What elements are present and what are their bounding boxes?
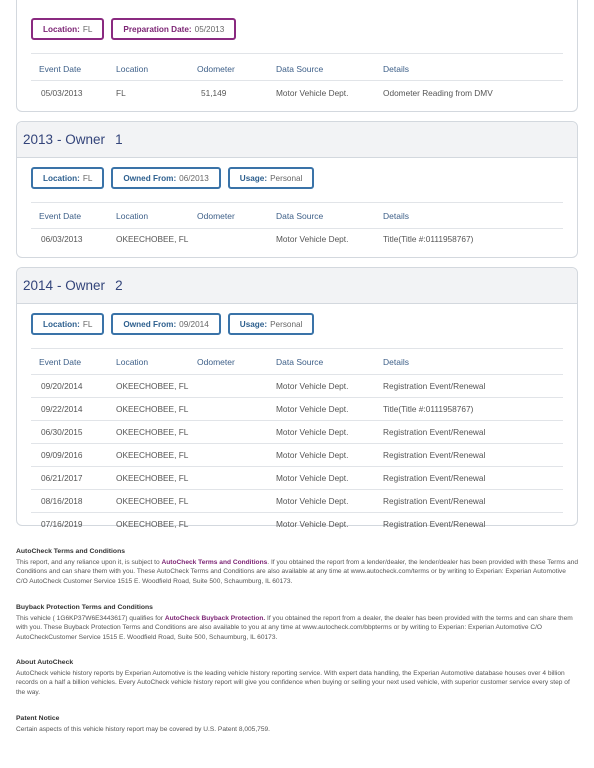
owner-card-header [17,122,577,158]
location-pill [31,313,104,335]
table-row [17,467,577,489]
event-location: OKEECHOBEE, FL [116,427,189,437]
terms-link[interactable]: AutoCheck Terms and Conditions [161,558,268,566]
event-date: 09/09/2016 [41,450,83,460]
col-location: Location [116,357,149,367]
table-row [17,444,577,466]
event-location: OKEECHOBEE, FL [116,234,189,244]
pill-label: Location: [43,24,80,34]
col-details: Details [383,64,409,74]
event-details: Title(Title #:0111958767) [383,404,474,414]
patent-section [16,714,578,734]
event-data-source: Motor Vehicle Dept. [276,496,349,506]
pill-value: FL [82,24,93,34]
col-odometer: Odometer [197,357,235,367]
event-data-source: Motor Vehicle Dept. [276,473,349,483]
pill-label: Location: [43,319,80,329]
event-details: Registration Event/Renewal [383,450,486,460]
event-location: OKEECHOBEE, FL [116,519,189,529]
pill-label: Owned From: [123,319,177,329]
usage-pill [228,167,315,189]
event-data-source: Motor Vehicle Dept. [276,404,349,414]
col-event-date: Event Date [39,64,82,74]
col-details: Details [383,211,409,221]
col-location: Location [116,211,149,221]
buyback-text-post: If you obtained the report from a dealer, the dealer has been provided with the terms and can share them with you. These Buyback Protection Terms and Conditions are also available to you at any time at www.autocheck.com/bbpterms or by writing to Experian: Experian Automotive C/O AutoCheckCustomer Service 1515 E. Woodfield Road, Suite 500, Schaumburg, IL 60173. [16,614,573,641]
owner-label: - Owner [57,278,106,293]
buyback-text-pre: This vehicle ( 1G6KP37W6E3443617) qualifies for [16,614,165,622]
pill-label: Preparation Date: [123,24,192,34]
table-row [17,490,577,512]
owner-number: 2 [115,278,123,293]
event-date: 09/20/2014 [41,381,83,391]
event-details: Odometer Reading from DMV [383,88,493,98]
owner-year: 2013 [23,132,54,147]
table-header [17,205,577,227]
patent-text: Certain aspects of this vehicle history report may be covered by U.S. Patent 8,005,759. [16,725,270,733]
col-data-source: Data Source [276,64,324,74]
location-pill [31,18,104,40]
event-details: Registration Event/Renewal [383,473,486,483]
preparation-date-pill [111,18,236,40]
table-row [17,421,577,443]
event-date: 07/16/2019 [41,519,83,529]
owned-from-pill [111,313,220,335]
event-data-source: Motor Vehicle Dept. [276,234,349,244]
col-location: Location [116,64,149,74]
pill-value: Personal [270,319,303,329]
event-location: OKEECHOBEE, FL [116,450,189,460]
buyback-title: Buyback Protection Terms and Conditions [16,604,153,611]
owner-label: - Owner [57,132,106,147]
event-location: OKEECHOBEE, FL [116,473,189,483]
event-location: FL [116,88,126,98]
event-date: 06/03/2013 [41,234,83,244]
event-data-source: Motor Vehicle Dept. [276,450,349,460]
owner-number: 1 [115,132,123,147]
about-text: AutoCheck vehicle history reports by Experian Automotive is the leading vehicle history reporting service. With expert data handling, the Experian Automotive database houses over 4 billion records on a half a billion vehicles. Every AutoCheck vehicle history report will give you confidence when buying or selling your next used vehicle, with superior customer service every step of the way. [16,669,570,696]
owned-from-pill [111,167,220,189]
owner-card-2 [16,267,578,529]
pill-label: Usage: [239,319,268,329]
col-event-date: Event Date [39,211,82,221]
event-details: Registration Event/Renewal [383,496,486,506]
table-header [17,58,577,80]
col-odometer: Odometer [197,211,235,221]
event-date: 08/16/2018 [41,496,83,506]
table-row [17,398,577,420]
event-details: Registration Event/Renewal [383,519,486,529]
col-data-source: Data Source [276,357,324,367]
event-location: OKEECHOBEE, FL [116,404,189,414]
terms-text-post: . If you obtained the report from a lender/dealer, the lender/dealer has been provided with these Terms and Conditions and can share them with you. These AutoCheck Terms and Conditions are also available at any time at www.autocheck.com/terms or by writing to Experian: Experian Automotive C/O AutoCheck Customer Service 1515 E. Woodfield Road, Suite 500, Schaumburg, IL 60173. [16,558,578,585]
divider [31,53,563,54]
event-location: OKEECHOBEE, FL [116,496,189,506]
location-pill [31,167,104,189]
divider [31,202,563,203]
buyback-link[interactable]: AutoCheck Buyback Protection. [164,614,266,622]
owner-card-1 [16,121,578,258]
col-data-source: Data Source [276,211,324,221]
table-header [17,351,577,373]
terms-title: AutoCheck Terms and Conditions [16,548,126,555]
divider [31,80,563,81]
history-card-top [16,0,578,112]
summary-pills [17,167,328,189]
col-details: Details [383,357,409,367]
patent-title: Patent Notice [16,715,60,722]
buyback-section [16,603,578,642]
summary-pills [17,313,328,335]
event-details: Registration Event/Renewal [383,427,486,437]
pill-label: Usage: [239,173,268,183]
table-row [17,513,577,535]
pill-value: FL [82,319,93,329]
pill-value: FL [82,173,93,183]
table-row [17,375,577,397]
event-date: 06/30/2015 [41,427,83,437]
col-event-date: Event Date [39,357,82,367]
event-date: 06/21/2017 [41,473,83,483]
buyback-text [16,614,578,643]
event-data-source: Motor Vehicle Dept. [276,88,349,98]
about-section [16,658,578,697]
table-row [17,228,577,250]
terms-text [16,558,578,587]
usage-pill [228,313,315,335]
event-data-source: Motor Vehicle Dept. [276,427,349,437]
pill-value: 06/2013 [179,173,209,183]
event-location: OKEECHOBEE, FL [116,381,189,391]
summary-pills [17,18,250,40]
event-details: Title(Title #:0111958767) [383,234,474,244]
about-title: About AutoCheck [16,659,74,666]
pill-value: 09/2014 [179,319,209,329]
event-date: 09/22/2014 [41,404,83,414]
terms-section [16,547,578,586]
terms-text-pre: This report, and any reliance upon it, is subject to [16,558,162,566]
divider [31,348,563,349]
event-date: 05/03/2013 [41,88,83,98]
col-odometer: Odometer [197,64,235,74]
pill-label: Owned From: [123,173,177,183]
event-details: Registration Event/Renewal [383,381,486,391]
event-data-source: Motor Vehicle Dept. [276,519,349,529]
table-row [17,82,577,104]
pill-value: 05/2013 [194,24,225,34]
event-odometer: 51,149 [201,88,227,98]
pill-label: Location: [43,173,80,183]
owner-card-header [17,268,577,304]
pill-value: Personal [270,173,303,183]
event-data-source: Motor Vehicle Dept. [276,381,349,391]
owner-year: 2014 [23,278,54,293]
